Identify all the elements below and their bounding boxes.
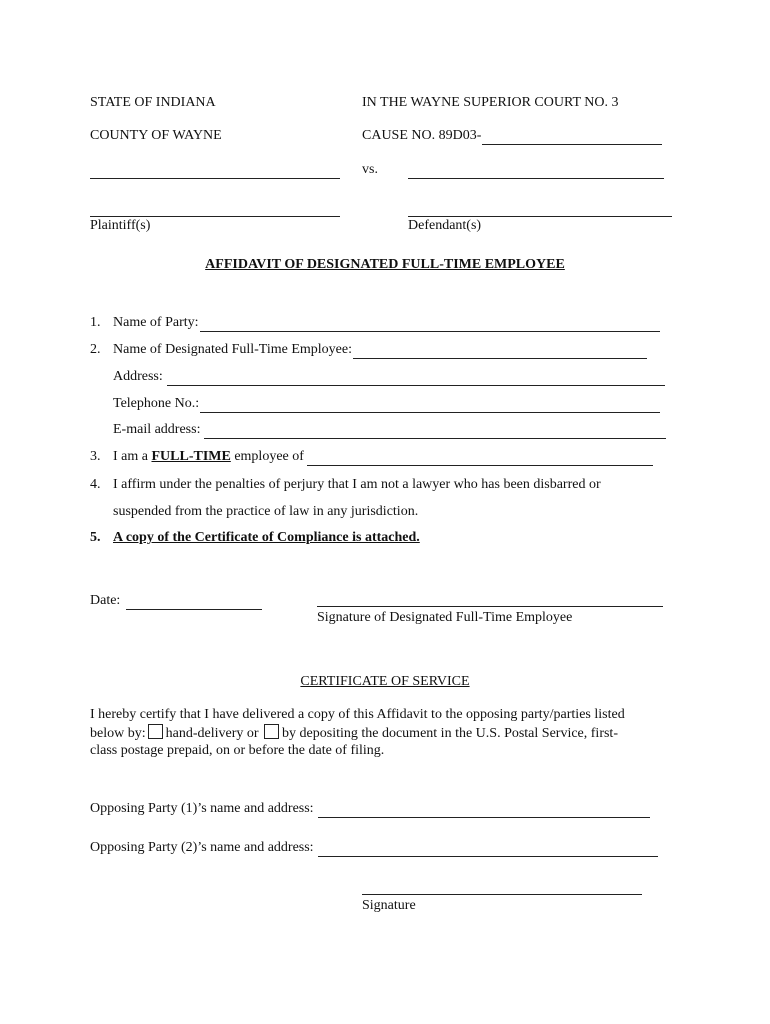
date-label: Date: bbox=[90, 593, 121, 608]
cause-label: CAUSE NO. 89D03- bbox=[362, 128, 482, 143]
item-telephone bbox=[113, 395, 660, 413]
defendant-name-line-1[interactable] bbox=[408, 178, 664, 179]
certificate-title: CERTIFICATE OF SERVICE bbox=[300, 674, 470, 689]
postal-service-label: by depositing the document in the U.S. Postal Service, first- bbox=[282, 726, 618, 741]
date-row bbox=[90, 592, 262, 610]
item-number: 2. bbox=[90, 342, 101, 357]
affidavit-title: AFFIDAVIT OF DESIGNATED FULL-TIME EMPLOYEE bbox=[205, 257, 565, 272]
telephone-label: Telephone No.: bbox=[113, 396, 200, 411]
item-number: 3. bbox=[90, 449, 101, 464]
employer-field[interactable] bbox=[307, 451, 653, 466]
certificate-text-line-3: class postage prepaid, on or before the date of filing. bbox=[90, 743, 385, 758]
plaintiff-label: Plaintiff(s) bbox=[90, 218, 151, 233]
employee-name-label: Name of Designated Full-Time Employee: bbox=[113, 342, 352, 357]
date-field[interactable] bbox=[126, 595, 262, 610]
employee-signature-line[interactable] bbox=[317, 606, 663, 607]
certificate-text-line-1: I hereby certify that I have delivered a copy of this Affidavit to the opposing party/parties listed bbox=[90, 707, 625, 722]
address-label: Address: bbox=[113, 369, 163, 384]
item-number: 1. bbox=[90, 315, 101, 330]
state-label: STATE OF INDIANA bbox=[90, 95, 216, 110]
affirm-text-line-2: suspended from the practice of law in any jurisdiction. bbox=[113, 504, 419, 519]
opposing-party-1-label: Opposing Party (1)’s name and address: bbox=[90, 801, 314, 816]
opposing-party-2-label: Opposing Party (2)’s name and address: bbox=[90, 840, 314, 855]
postal-service-checkbox[interactable] bbox=[264, 724, 279, 739]
item-number: 4. bbox=[90, 477, 101, 492]
plaintiff-name-line-1[interactable] bbox=[90, 178, 340, 179]
hand-delivery-checkbox[interactable] bbox=[148, 724, 163, 739]
item-affirm bbox=[90, 476, 601, 494]
court-label: IN THE WAYNE SUPERIOR COURT NO. 3 bbox=[362, 95, 619, 110]
item-address bbox=[113, 368, 665, 386]
service-signature-label: Signature bbox=[362, 898, 416, 913]
cause-number bbox=[362, 127, 662, 145]
service-signature-line[interactable] bbox=[362, 894, 642, 895]
item-party-name bbox=[90, 314, 660, 332]
county-label: COUNTY OF WAYNE bbox=[90, 128, 222, 143]
party-name-field[interactable] bbox=[200, 317, 660, 332]
email-field[interactable] bbox=[204, 424, 666, 439]
defendant-label: Defendant(s) bbox=[408, 218, 482, 233]
vs-label: vs. bbox=[362, 162, 378, 177]
i-am-a-text: I am a bbox=[113, 449, 148, 464]
email-label: E-mail address: bbox=[113, 422, 201, 437]
party-name-label: Name of Party: bbox=[113, 315, 199, 330]
hand-delivery-label: hand-delivery or bbox=[165, 726, 259, 741]
below-by-text: below by: bbox=[90, 726, 146, 741]
item-email bbox=[113, 421, 666, 439]
item-certificate bbox=[90, 529, 420, 547]
full-time-emphasis: FULL-TIME bbox=[151, 449, 231, 464]
certificate-attached-text: A copy of the Certificate of Compliance is attached. bbox=[113, 530, 420, 545]
opposing-party-2-field[interactable] bbox=[318, 842, 658, 857]
employee-signature-label: Signature of Designated Full-Time Employee bbox=[317, 610, 573, 625]
employee-of-text: employee of bbox=[234, 449, 304, 464]
opposing-party-1-row bbox=[90, 800, 650, 818]
address-field[interactable] bbox=[167, 371, 665, 386]
opposing-party-2-row bbox=[90, 839, 658, 857]
certificate-text-line-2 bbox=[90, 724, 618, 743]
opposing-party-1-field[interactable] bbox=[318, 803, 650, 818]
item-number: 5. bbox=[90, 530, 101, 545]
cause-number-field[interactable] bbox=[482, 130, 662, 145]
affirm-text-line-1: I affirm under the penalties of perjury that I am not a lawyer who has been disbarred or bbox=[113, 477, 601, 492]
item-employee-name bbox=[90, 341, 647, 359]
employee-name-field[interactable] bbox=[353, 344, 647, 359]
telephone-field[interactable] bbox=[200, 398, 660, 413]
item-full-time bbox=[90, 448, 653, 466]
